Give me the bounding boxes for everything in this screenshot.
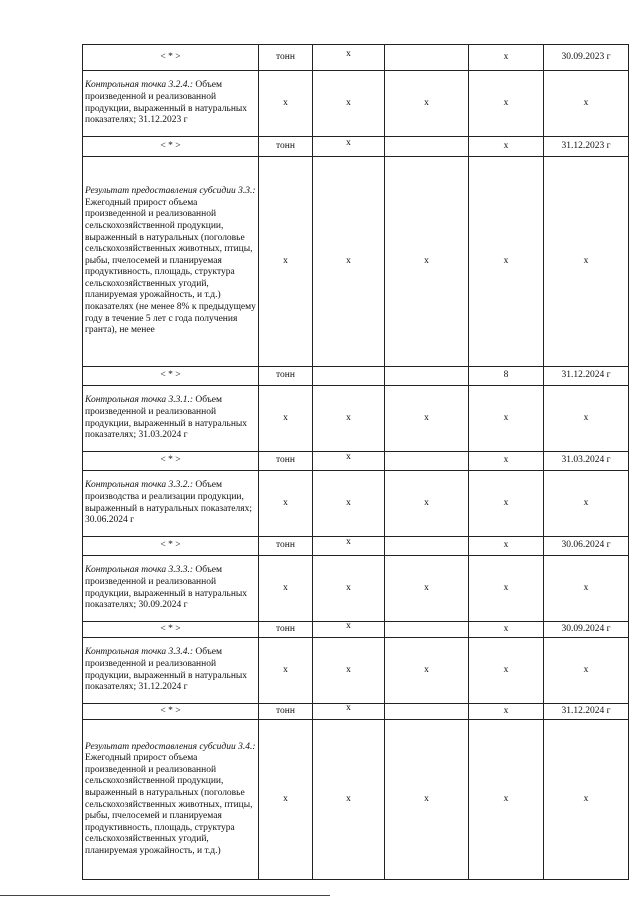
mark-cell: х <box>313 386 385 452</box>
date-cell: 31.12.2024 г <box>544 704 629 720</box>
empty-cell <box>385 367 469 386</box>
mark-cell: х <box>313 471 385 537</box>
mark-cell: х <box>544 638 629 704</box>
results-table <box>82 44 629 880</box>
mark-cell <box>313 137 385 157</box>
mark-cell <box>313 452 385 471</box>
indicator-description <box>83 720 259 880</box>
unit-row-label: < * > <box>83 452 259 471</box>
indicator-row <box>83 720 629 880</box>
mark-cell: х <box>259 471 313 537</box>
unit-row-label: < * > <box>83 137 259 157</box>
mark-cell: х <box>544 71 629 137</box>
mark-cell: х <box>259 556 313 622</box>
indicator-title: Контрольная точка 3.3.1.: <box>85 395 194 406</box>
indicator-title: Контрольная точка 3.2.4.: <box>85 80 194 91</box>
mark-cell: х <box>313 638 385 704</box>
indicator-text: Ежегодный прирост объема произведенной и реализованной сельскохозяйственной продукции, выраженный в натуральных (поголовье сельскохозяйственных животных, птицы, рыбы, пчелосемей и планируемая продуктивность, площадь, структура сельскохозяйственных угодий, планируемая урожайность, и т.д.) <box>85 753 253 856</box>
unit-cell: тонн <box>259 537 313 556</box>
unit-cell: тонн <box>259 452 313 471</box>
empty-cell <box>385 622 469 638</box>
unit-row-label: < * > <box>83 622 259 638</box>
mark-value: х <box>346 48 351 59</box>
unit-row <box>83 137 629 157</box>
mark-cell: х <box>469 386 544 452</box>
indicator-text: Ежегодный прирост объема произведенной и реализованной сельскохозяйственной продукции, выраженный в натуральных (поголовье сельскохозяйственных животных, птицы, рыбы, пчелосемей и планируемая продуктивность, площадь, структура сельскохозяйственных угодий, планируемая урожайность, и т.д.) показателях (не менее 8% к предыдущему году в течение 5 лет с года получения гранта), не менее <box>85 197 256 336</box>
mark-value: х <box>346 537 351 548</box>
unit-cell: тонн <box>259 137 313 157</box>
mark-cell <box>313 622 385 638</box>
mark-cell <box>313 45 385 71</box>
indicator-row <box>83 386 629 452</box>
indicator-row <box>83 471 629 537</box>
mark-cell: х <box>469 71 544 137</box>
unit-row <box>83 622 629 638</box>
unit-row <box>83 452 629 471</box>
mark-value: х <box>346 621 351 631</box>
empty-cell <box>385 45 469 71</box>
value-cell: х <box>469 137 544 157</box>
indicator-row <box>83 556 629 622</box>
unit-cell: тонн <box>259 704 313 720</box>
mark-cell: х <box>469 720 544 880</box>
value-cell: х <box>469 704 544 720</box>
value-cell: х <box>469 537 544 556</box>
unit-row <box>83 367 629 386</box>
mark-cell: х <box>544 720 629 880</box>
mark-cell: х <box>313 720 385 880</box>
mark-cell: х <box>313 556 385 622</box>
indicator-description <box>83 638 259 704</box>
mark-cell: х <box>385 471 469 537</box>
value-cell: 8 <box>469 367 544 386</box>
unit-row-label: < * > <box>83 367 259 386</box>
indicator-text: Объем произведенной и реализованной продукции, выраженный в натуральных показателях; 31.03.2024 г <box>85 395 248 441</box>
mark-value: х <box>346 137 351 148</box>
mark-cell: х <box>544 556 629 622</box>
mark-cell: х <box>259 386 313 452</box>
mark-value: х <box>346 452 351 463</box>
value-cell: х <box>469 45 544 71</box>
indicator-title: Контрольная точка 3.3.4.: <box>85 647 194 658</box>
mark-cell: х <box>544 157 629 367</box>
indicator-text: Объем производства и реализации продукции, выраженный в натуральных показателях; 30.06.2024 г <box>85 480 253 526</box>
mark-cell: х <box>385 556 469 622</box>
mark-cell <box>313 367 385 386</box>
indicator-description <box>83 157 259 367</box>
mark-cell: х <box>544 386 629 452</box>
value-cell: х <box>469 452 544 471</box>
indicator-row <box>83 71 629 137</box>
indicator-title: Контрольная точка 3.3.2.: <box>85 480 194 491</box>
mark-cell: х <box>469 157 544 367</box>
mark-value: х <box>346 703 351 713</box>
unit-cell: тонн <box>259 367 313 386</box>
indicator-text: Объем произведенной и реализованной продукции, выраженный в натуральных показателях; 31.12.2024 г <box>85 647 248 693</box>
mark-cell <box>313 537 385 556</box>
empty-cell <box>385 137 469 157</box>
empty-cell <box>385 537 469 556</box>
unit-row <box>83 704 629 720</box>
indicator-description <box>83 386 259 452</box>
unit-row-label: < * > <box>83 45 259 71</box>
mark-cell: х <box>385 71 469 137</box>
mark-cell: х <box>385 386 469 452</box>
unit-row <box>83 45 629 71</box>
mark-cell: х <box>313 71 385 137</box>
indicator-title: Результат предоставления субсидии 3.3.: <box>85 186 256 197</box>
mark-cell: х <box>544 471 629 537</box>
mark-cell: х <box>259 157 313 367</box>
unit-cell: тонн <box>259 45 313 71</box>
empty-cell <box>385 704 469 720</box>
mark-cell: х <box>385 638 469 704</box>
unit-row <box>83 537 629 556</box>
mark-cell: х <box>469 471 544 537</box>
indicator-row <box>83 157 629 367</box>
mark-cell: х <box>259 638 313 704</box>
mark-cell: х <box>259 71 313 137</box>
indicator-text: Объем произведенной и реализованной продукции, выраженный в натуральных показателях; 31.12.2023 г <box>85 80 248 126</box>
indicator-description <box>83 71 259 137</box>
indicator-text: Объем произведенной и реализованной продукции, выраженный в натуральных показателях; 30.09.2024 г <box>85 565 248 611</box>
mark-cell <box>313 704 385 720</box>
mark-cell: х <box>469 638 544 704</box>
mark-cell: х <box>469 556 544 622</box>
unit-row-label: < * > <box>83 704 259 720</box>
indicator-description <box>83 556 259 622</box>
date-cell: 31.03.2024 г <box>544 452 629 471</box>
date-cell: 31.12.2023 г <box>544 137 629 157</box>
indicator-title: Результат предоставления субсидии 3.4.: <box>85 741 256 752</box>
mark-cell: х <box>385 720 469 880</box>
mark-cell: х <box>313 157 385 367</box>
unit-cell: тонн <box>259 622 313 638</box>
indicator-description <box>83 471 259 537</box>
date-cell: 30.09.2023 г <box>544 45 629 71</box>
indicator-title: Контрольная точка 3.3.3.: <box>85 565 194 576</box>
indicator-row <box>83 638 629 704</box>
date-cell: 31.12.2024 г <box>544 367 629 386</box>
value-cell: х <box>469 622 544 638</box>
date-cell: 30.06.2024 г <box>544 537 629 556</box>
empty-cell <box>385 452 469 471</box>
mark-cell: х <box>385 157 469 367</box>
mark-cell: х <box>259 720 313 880</box>
page-footer-line <box>0 895 330 896</box>
unit-row-label: < * > <box>83 537 259 556</box>
date-cell: 30.09.2024 г <box>544 622 629 638</box>
